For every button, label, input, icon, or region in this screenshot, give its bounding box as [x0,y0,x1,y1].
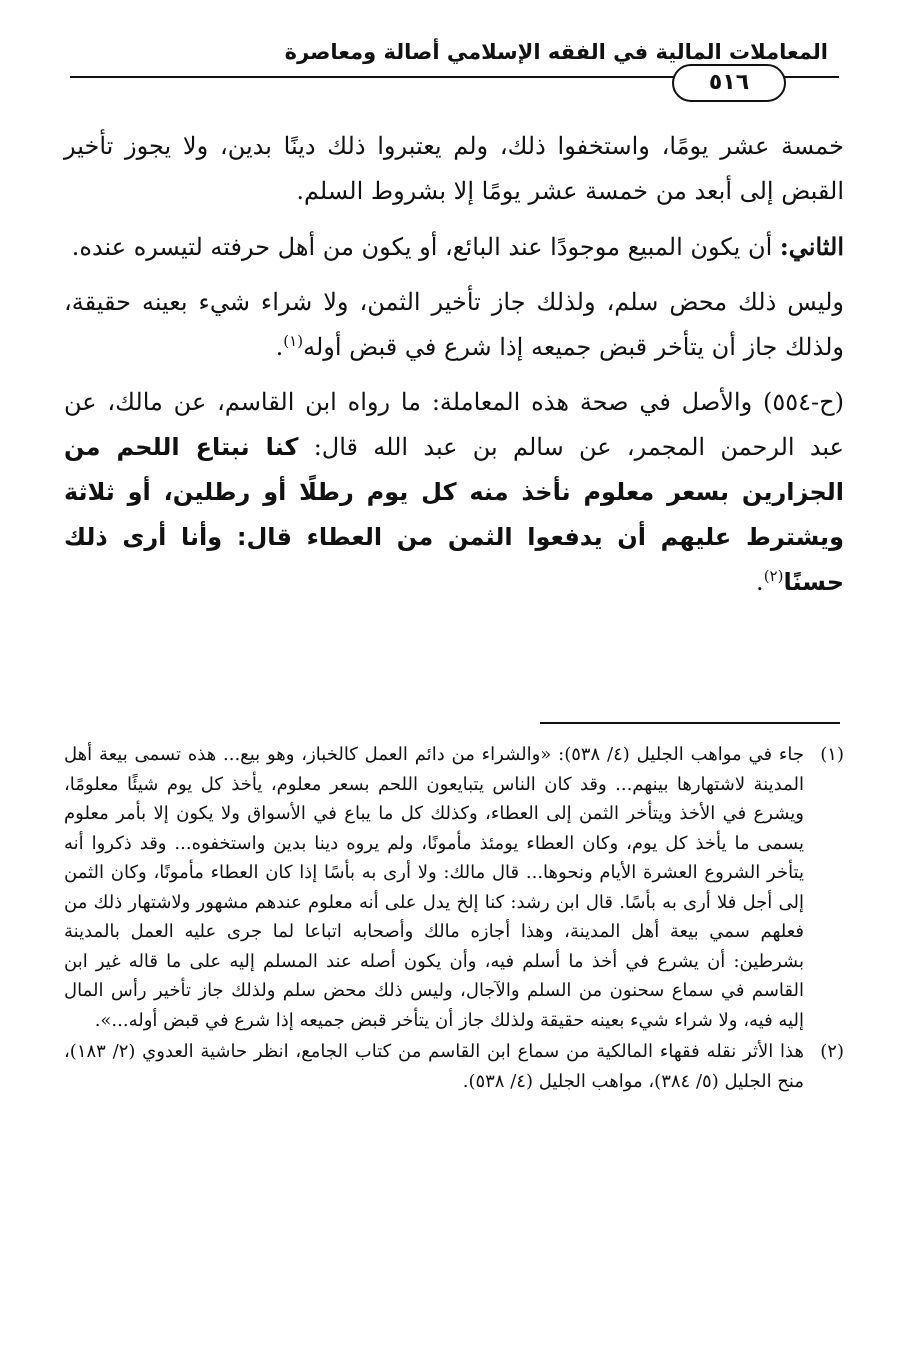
paragraph-3-end: . [275,333,284,361]
footnote-ref-2[interactable]: (٢) [763,567,784,585]
paragraph-4-end: . [756,568,764,596]
footnote-1-text: جاء في مواهب الجليل (٤/ ٥٣٨): «والشراء من دائم العمل كالخباز، وهو بيع... هذه تسمى بيعة أهل المدينة لاشتهارها بينهم... وقد كان الناس يتبايعون اللحم بسعر معلوم، يأخذ كل يوم شيئًا معلومًا، ويشرع في الأخذ ويتأخر الثمن إلى العطاء، وكذلك كل ما يباع في الأسواق ولا يكون إلا بأمر معلوم يسمى ما يأخذ كل يوم، وكان العطاء يومئذ مأمونًا، ولم يروه دينا بدين واستخفوه... وقد ذكروا أنه يتأخر الشروع العشرة الأيام ونحوها... قال مالك: ولا أرى به بأسًا إذا كان العطاء مأمونًا، وكان الثمن إلى أجل فلا أرى به بأسًا. قال ابن رشد: كنا إلخ يدل على أنه معلوم عندهم مشهور ولاشتهار ذلك من فعلهم سمي بيعة أهل المدينة، وهذا أجازه مالك وأصحابه اتباعا لما جرى عليه العمل بالمدينة بشرطين: أن يشرع في أخذ ما أسلم فيه، وأن يكون أصله عند المسلم إليه على ما قاله غير ابن القاسم في سماع سحنون من السلم والآجال، وليس ذلك محض سلم ولذلك جاز تأخير رأس المال إليه فيه، ولا شراء شيء بعينه حقيقة ولذلك جاز أن يتأخر قبض جميعه إذا شرع في قبض أوله...». [64,744,804,1031]
footnote-ref-1[interactable]: (١) [283,332,304,350]
footnote-2 [64,1037,844,1096]
paragraph-4 [64,380,844,605]
footnote-2-number: (٢) [820,1041,844,1062]
paragraph-3-text: وليس ذلك محض سلم، ولذلك جاز تأخير الثمن، ولا شراء شيء بعينه حقيقة، ولذلك جاز أن يتأخر قبض جميعه إذا شرع في قبض أوله [64,288,844,361]
footnote-1-number: (١) [820,744,844,765]
footnote-1 [64,740,844,1035]
paragraph-2-text: أن يكون المبيع موجودًا عند البائع، أو يكون من أهل حرفته لتيسره عنده. [71,233,773,261]
paragraph-2 [64,224,844,270]
footnote-2-text: هذا الأثر نقله فقهاء المالكية من سماع ابن القاسم من كتاب الجامع، انظر حاشية العدوي (٢/ ١٨٣)، منح الجليل (٥/ ٣٨٤)، مواهب الجليل (٤/ ٥٣٨). [64,1041,804,1092]
main-text [64,124,844,615]
paragraph-3 [64,280,844,370]
footnote-separator [540,722,840,724]
paragraph-4-quote: كنا نبتاع اللحم من الجزارين بسعر معلوم نأخذ منه كل يوم رطلًا أو رطلين، أو ثلاثة ويشترط عليهم أن يدفعوا الثمن من العطاء قال: وأنا أرى ذلك حسنًا [64,433,844,596]
paragraph-1 [64,124,844,214]
running-header-title: المعاملات المالية في الفقه الإسلامي أصالة ومعاصرة [284,40,828,64]
page-number: ٥١٦ [672,64,786,102]
paragraph-1-text: خمسة عشر يومًا، واستخفوا ذلك، ولم يعتبروا ذلك دينًا بدين، ولا يجوز تأخير القبض إلى أبعد من خمسة عشر يومًا إلا بشروط السلم. [64,132,844,205]
paragraph-4-text: (ح-٥٥٤) والأصل في صحة هذه المعاملة: ما رواه ابن القاسم، عن مالك، عن عبد الرحمن المجمر، عن سالم بن عبد الله قال: [64,388,844,461]
footnotes [64,740,844,1098]
paragraph-2-label: الثاني: [779,232,844,261]
